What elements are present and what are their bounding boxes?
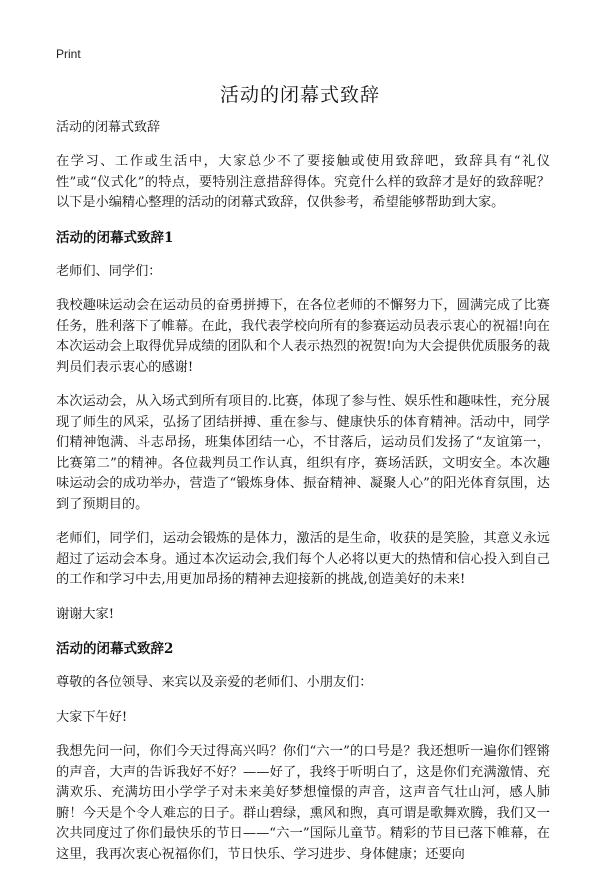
section-1: [56, 228, 550, 626]
paragraph: 谢谢大家!: [56, 606, 115, 622]
paragraph: 我想先问一问，你们今天过得高兴吗？你们“六一”的口号是？我还想听一遍你们铿锵的声音，大声的告诉我好不好？——好了，我终于听明白了，这是你们充满激情、充满欢乐、充满坊田小学学子对未来美好梦想憧憬的声音，这声音气壮山河，感人肺腑！今天是个令人难忘的日子。群山碧绿，熏风和煦，真可谓是歌舞欢腾，我们又一次共同度过了你们最快乐的节日——“六一”国际儿童节。精彩的节目已落下帷幕，在这里，我再次衷心祝福你们，节日快乐、学习进步、身体健康；还要向: [56, 744, 550, 862]
paragraph: 大家下午好!: [56, 709, 128, 725]
paragraph: 本次运动会，从入场式到所有项目的.比赛，体现了参与性、娱乐性和趣味性，充分展现了师生的风采，弘扬了团结拼搏、重在参与、健康快乐的体育精神。活动中，同学们精神饱满、斗志昂扬，班集体团结一心，不甘落后，运动员们发扬了“友谊第一，比赛第二”的精神。各位裁判员工作认真，组织有序，赛场活跃，文明安全。本次趣味运动会的成功举办，营造了“锻炼身体、振奋精神、凝聚人心”的阳光体育氛围，达到了预期目的。: [56, 394, 550, 512]
intro-paragraph: 在学习、工作或生活中，大家总少不了要接触或使用致辞吧，致辞具有“礼仪性”或“仪式化”的特点，要特别注意措辞得体。究竟什么样的致辞才是好的致辞呢？以下是小编精心整理的活动的闭幕式致辞，仅供参考，希望能够帮助到大家。: [56, 154, 550, 210]
document-title: 活动的闭幕式致辞: [219, 84, 380, 106]
paragraph: 我校趣味运动会在运动员的奋勇拼搏下，在各位老师的不懈努力下，圆满完成了比赛任务，胜利落下了帷幕。在此，我代表学校向所有的参赛运动员表示衷心的祝福!向在本次运动会上取得优异成绩的团队和个人表示热烈的祝贺!向为大会提供优质服务的裁判员们表示衷心的感谢!: [56, 298, 550, 375]
section-heading: 活动的闭幕式致辞2: [56, 641, 174, 657]
paragraph: 老师们，同学们，运动会锻炼的是体力，激活的是生命，收获的是笑脸，其意义永远超过了运动会本身。通过本次运动会,我们每个人必将以更大的热情和信心投入到自己的工作和学习中去,用更加昂扬的精神去迎接新的挑战,创造美好的未来!: [56, 531, 550, 587]
section-heading: 活动的闭幕式致辞1: [56, 229, 174, 246]
section-2: [56, 639, 550, 865]
document-body: [56, 118, 550, 879]
document-subtitle: 活动的闭幕式致辞: [56, 120, 161, 135]
print-link[interactable]: Print: [56, 47, 81, 61]
paragraph: 老师们、同学们：: [56, 263, 162, 279]
paragraph: 尊敬的各位领导、来宾以及亲爱的老师们、小朋友们：: [56, 675, 373, 690]
